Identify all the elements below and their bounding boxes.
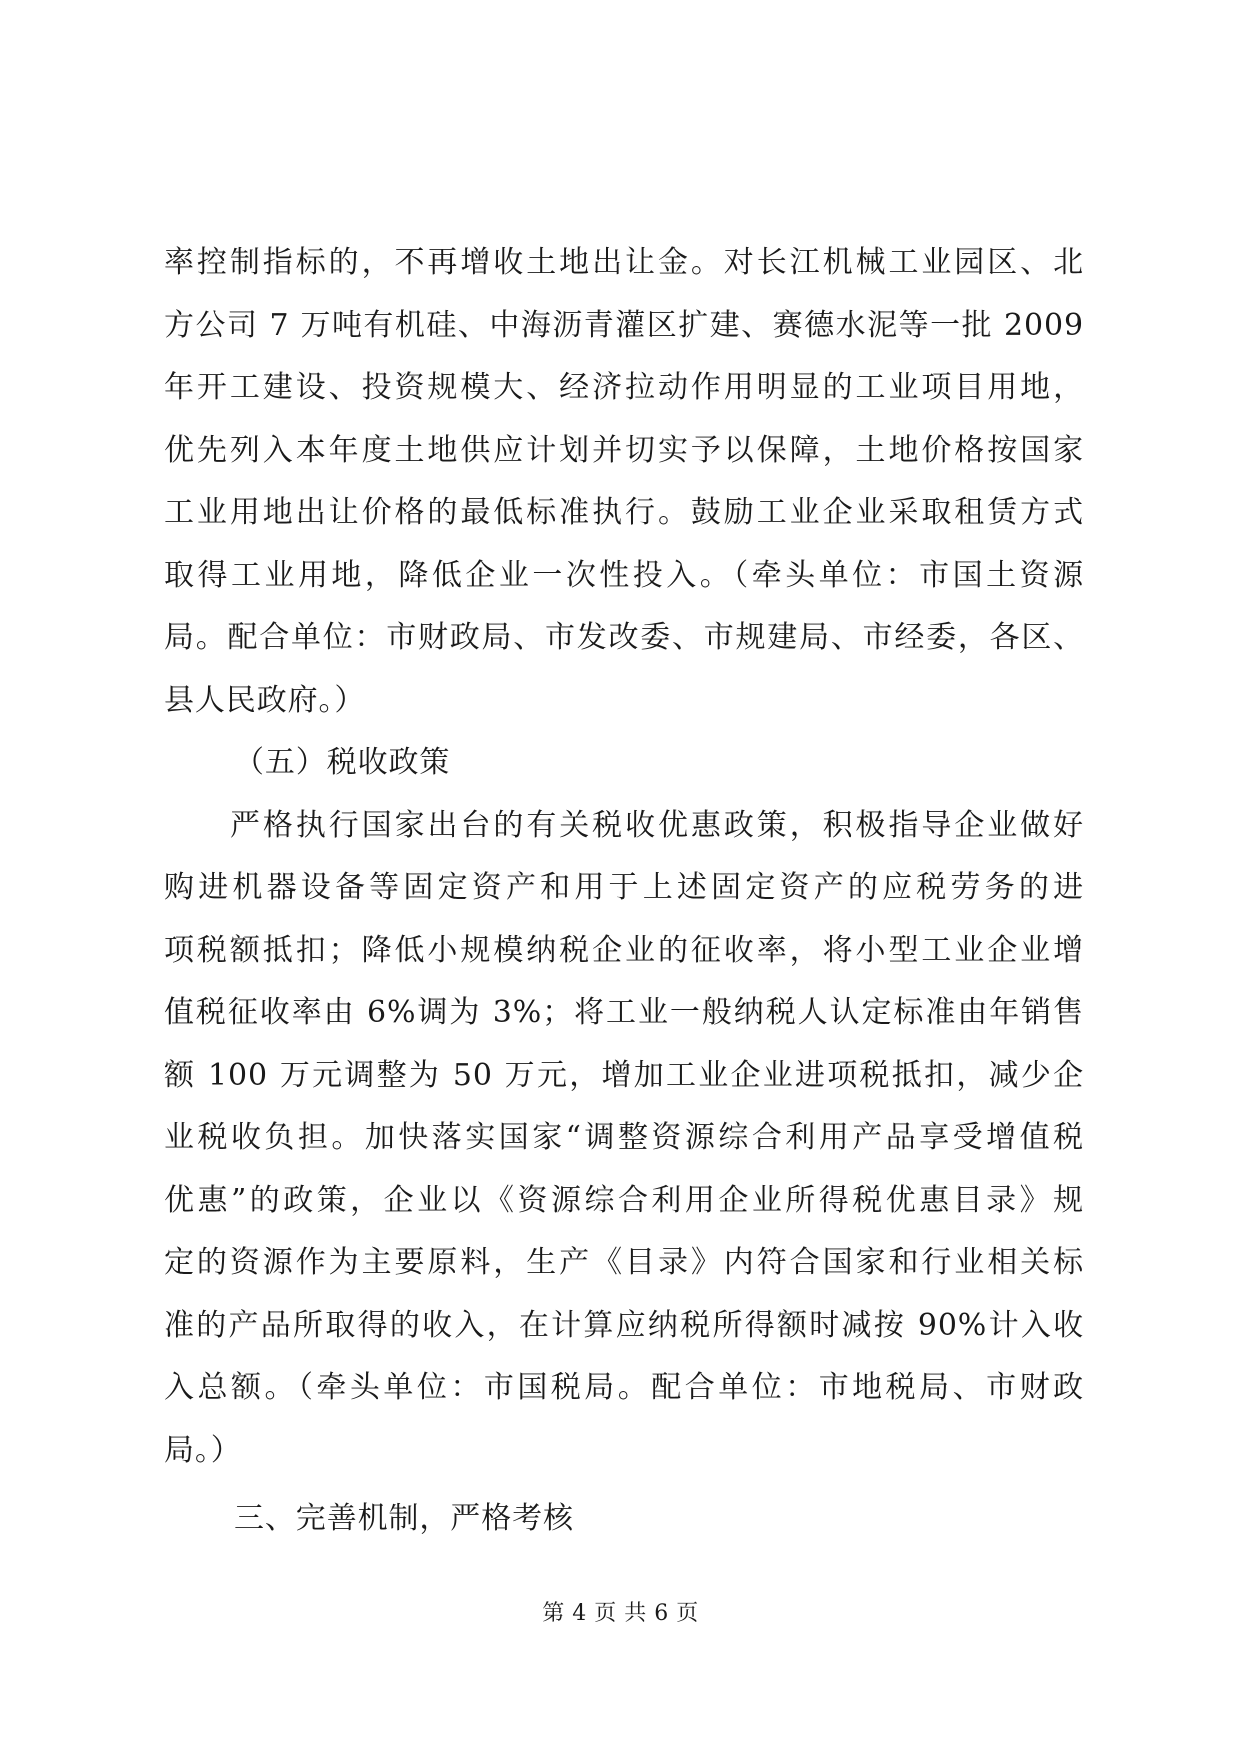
body-line: 定的资源作为主要原料，生产《目录》内符合国家和行业相关标 bbox=[164, 1245, 1084, 1280]
body-line: 县人民政府。） bbox=[164, 682, 366, 718]
body-line: 购进机器设备等固定资产和用于上述固定资产的应税劳务的进 bbox=[164, 870, 1084, 905]
body-line: 优惠”的政策，企业以《资源综合利用企业所得税优惠目录》规 bbox=[164, 1182, 1084, 1218]
body-line: 严格执行国家出台的有关税收优惠政策，积极指导企业做好 bbox=[230, 807, 1084, 843]
body-line: 入总额。（牵头单位：市国税局。配合单位：市地税局、市财政 bbox=[164, 1370, 1084, 1405]
page-number: 第 4 页 共 6 页 bbox=[542, 1601, 699, 1626]
section-heading: 三、完善机制，严格考核 bbox=[234, 1501, 574, 1536]
document-body bbox=[164, 232, 1084, 1551]
body-line: 局。） bbox=[164, 1432, 242, 1468]
body-line: 准的产品所取得的收入，在计算应纳税所得额时减按 90%计入收 bbox=[164, 1307, 1084, 1343]
body-line: 额 100 万元调整为 50 万元，增加工业企业进项税抵扣，减少企 bbox=[164, 1057, 1084, 1093]
body-line: 取得工业用地，降低企业一次性投入。（牵头单位：市国土资源 bbox=[164, 557, 1084, 593]
body-line: 工业用地出让价格的最低标准执行。鼓励工业企业采取租赁方式 bbox=[164, 495, 1084, 530]
body-line: 优先列入本年度土地供应计划并切实予以保障，土地价格按国家 bbox=[164, 432, 1084, 468]
body-line: 业税收负担。加快落实国家“调整资源综合利用产品享受增值税 bbox=[164, 1120, 1084, 1155]
body-line: 值税征收率由 6%调为 3%；将工业一般纳税人认定标准由年销售 bbox=[164, 995, 1084, 1030]
body-line: 率控制指标的，不再增收土地出让金。对长江机械工业园区、北 bbox=[164, 245, 1084, 280]
body-line: 方公司 7 万吨有机硅、中海沥青灌区扩建、赛德水泥等一批 2009 bbox=[164, 307, 1084, 343]
body-line: 年开工建设、投资规模大、经济拉动作用明显的工业项目用地， bbox=[164, 370, 1084, 405]
body-line: 局。配合单位：市财政局、市发改委、市规建局、市经委，各区、 bbox=[164, 620, 1084, 655]
body-line: 项税额抵扣；降低小规模纳税企业的征收率，将小型工业企业增 bbox=[164, 932, 1084, 968]
section-heading: （五）税收政策 bbox=[234, 745, 451, 780]
